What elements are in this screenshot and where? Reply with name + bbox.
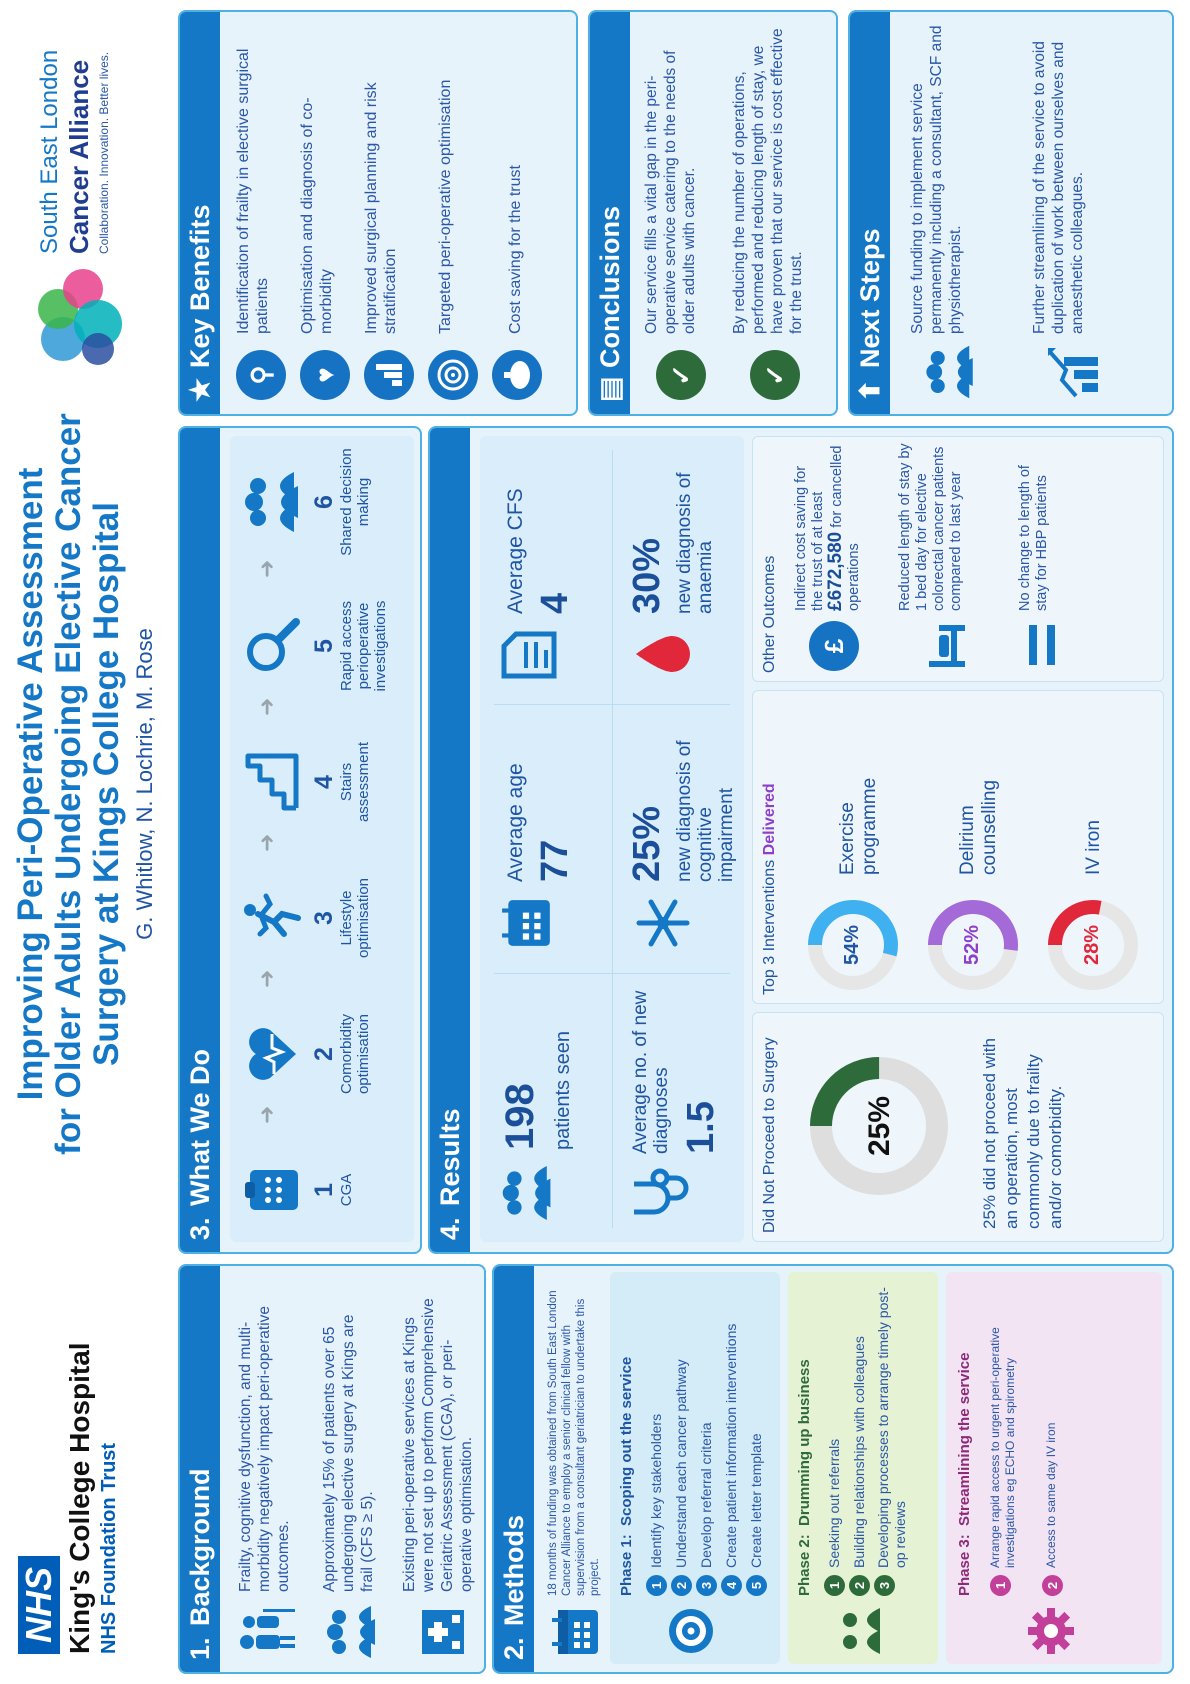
equals-icon — [1023, 623, 1063, 667]
phase-2-num-1: 1 — [824, 1575, 845, 1596]
phase-1-num-4: 4 — [721, 1575, 742, 1596]
benefit-text: Identification of frailty in elective surgical patients — [235, 48, 271, 334]
background-item — [232, 1272, 312, 1662]
arrow-up-icon: ⬆ — [855, 379, 885, 402]
benefit-text: Improved surgical planning and risk stratification — [363, 82, 399, 334]
cost-saving-value: £672,580 — [825, 531, 846, 611]
team-icon — [922, 344, 978, 400]
intervention-item — [919, 699, 1029, 995]
phase-2-num-2: 2 — [849, 1575, 870, 1596]
phase-1-num-5: 5 — [746, 1575, 767, 1596]
phase-1-num-2: 2 — [671, 1575, 692, 1596]
divider — [612, 450, 613, 1228]
arrow-right-icon: ➜ — [254, 559, 279, 578]
results-stats — [480, 436, 744, 1242]
other-outcome-hbp: No change to length of stay for HBP patients — [1017, 465, 1050, 611]
stethoscope-icon — [630, 1166, 690, 1222]
phase-3-item: Access to same day IV iron — [1044, 1422, 1058, 1568]
whatwedo-heading: 3.What We Do — [180, 428, 220, 1252]
background-text-3: Existing peri-operative services at Kings were not set up to perform Comprehensive Geriatric Assessment (CGA), or peri-operative optimisation. — [401, 1298, 475, 1592]
phase-3-item: Arrange rapid access to urgent peri-operative investigations eg ECHO and spirometry — [988, 1327, 1017, 1568]
benefit-text: Optimisation and diagnosis of co-morbidity — [299, 97, 335, 334]
alliance-logo-icon — [28, 259, 138, 379]
intervention-label: Delirium counselling — [957, 779, 1000, 875]
top3-title: Top 3 Interventions Delivered — [761, 783, 778, 995]
stat-value-age: 77 — [534, 839, 576, 882]
heart-icon: ♥ — [300, 350, 350, 400]
other-outcomes-title: Other Outcomes — [761, 555, 778, 673]
phase-1-title: Phase 1: Scoping out the service — [618, 1356, 635, 1596]
clipboard-icon — [242, 1160, 302, 1220]
title-line-3: Surgery at Kings College Hospital — [87, 502, 126, 1066]
team-icon — [836, 1606, 886, 1656]
conclusion-text: By reducing the number of operations, performed and reducing length of stay, we have proven that our service is cost effective for the trust. — [731, 28, 805, 334]
arrow-right-icon: ➜ — [254, 833, 279, 852]
stat-label-diagnoses: Average no. of new diagnoses — [630, 990, 672, 1154]
dnp-value: 25% — [863, 1095, 896, 1157]
conclusions-heading: ▤Conclusions — [590, 12, 630, 414]
phase-2-item: Building relationships with colleagues — [851, 1336, 867, 1568]
phase-1-num-3: 3 — [696, 1575, 717, 1596]
hospital-name: King's College Hospital — [64, 1342, 95, 1654]
methods-panel — [492, 1264, 1174, 1674]
people-icon — [242, 470, 302, 534]
conclusion-text: Our service fills a vital gap in the peri-operative service catering to the needs of older adults with cancer. — [643, 50, 698, 334]
elderly-people-icon — [237, 1602, 297, 1662]
pound-icon: £ — [809, 621, 859, 671]
gear-icon — [1026, 1606, 1076, 1656]
background-text-2: Approximately 15% of patients over 65 undergoing elective surgery at Kings are frail (CFS ≥ 5). — [321, 1314, 376, 1592]
conclusions-panel — [588, 10, 838, 416]
phase-1-item: Develop referral criteria — [698, 1422, 714, 1568]
alliance-name — [36, 4, 111, 254]
nextstep-text: Source funding to implement service permanently including a consultant, SCF and physiotherapist. — [909, 25, 964, 334]
stat-value-anaemia: 30% — [626, 537, 668, 614]
dnp-box — [752, 1012, 1164, 1242]
title-line-2: for Older Adults Undergoing Elective Cancer — [49, 413, 88, 1155]
background-panel — [178, 1264, 486, 1674]
step-4: 4 Stairs assessment — [310, 741, 372, 823]
phase-3-num-2: 2 — [1042, 1575, 1063, 1596]
step-1: 1 CGA — [310, 1173, 355, 1207]
stat-label-anaemia: new diagnosis of anaemia — [674, 472, 716, 614]
step-5: 5 Rapid access perioperative investigations — [310, 600, 389, 692]
people-icon — [500, 1164, 554, 1222]
phase-2-item: Seeking out referrals — [826, 1438, 842, 1568]
top3-title-highlight: Delivered — [761, 783, 778, 856]
arrow-right-icon: ➜ — [254, 697, 279, 716]
target-icon — [666, 1606, 716, 1656]
star-icon: ★ — [185, 377, 215, 402]
whatwedo-steps — [230, 436, 414, 1242]
top3-box — [752, 690, 1164, 1004]
search-icon: ⚲ — [236, 350, 286, 400]
document-icon — [500, 628, 558, 682]
phase-1-box — [610, 1272, 780, 1664]
phase-1-item: Create letter template — [748, 1433, 764, 1568]
intervention-label: IV iron — [1083, 820, 1104, 875]
piggy-bank-icon — [492, 350, 542, 400]
step-3: 3 Lifestyle optimisation — [310, 877, 372, 959]
poster-title — [12, 354, 126, 1214]
other-outcome-los: Reduced length of stay by 1 bed day for elective colorectal cancer patients compared to last year — [897, 443, 964, 611]
stat-label-patients: patients seen — [552, 1031, 574, 1150]
intervention-value: 52% — [961, 924, 983, 966]
intervention-value: 28% — [1081, 924, 1103, 966]
dnp-title: Did Not Proceed to Surgery — [761, 1037, 778, 1233]
phase-3-box — [946, 1272, 1162, 1664]
phase-1-item: Create patient information interventions — [723, 1323, 739, 1568]
phase-2-item: Developing processes to arrange timely post-op reviews — [875, 1287, 908, 1568]
arrow-right-icon: ➜ — [254, 1105, 279, 1124]
background-text-1: Frailty, cognitive dysfunction, and multi-morbidity negatively impact peri-operative outcomes. — [237, 1305, 292, 1592]
results-heading: 4.Results — [430, 428, 470, 1252]
phase-3-num-1: 1 — [990, 1575, 1011, 1596]
calendar-icon — [550, 1606, 602, 1658]
phase-1-item: Identify key stakeholders — [648, 1413, 664, 1568]
background-item — [400, 1272, 482, 1662]
stat-label-cognitive: new diagnosis of cognitive impairment — [674, 740, 737, 882]
group-people-icon — [321, 1602, 381, 1662]
methods-heading: 2.Methods — [494, 1266, 534, 1672]
background-heading: 1.Background — [180, 1266, 220, 1672]
nextsteps-heading: ⬆Next Steps — [850, 12, 890, 414]
snowflake-icon — [636, 896, 690, 950]
title-line-1: Improving Peri-Operative Assessment — [11, 467, 50, 1101]
trust-name: NHS Foundation Trust — [98, 1442, 120, 1654]
step-6: 6 Shared decision making — [310, 448, 372, 556]
nextstep-text: Further streamlining of the service to avoid duplication of work between ourselves and anaesthetic colleagues. — [1031, 41, 1086, 334]
dnp-text: 25% did not proceed with an operation, most commonly due to frailty and/or comorbidity. — [980, 1038, 1065, 1229]
hospital-icon — [408, 1602, 468, 1662]
running-icon — [242, 888, 302, 948]
benefit-text: Targeted peri-operative optimisation — [437, 79, 454, 334]
growth-chart-icon — [1046, 344, 1102, 400]
intervention-label: Exercise programme — [837, 777, 880, 875]
other-outcome-cost: Indirect cost saving for the trust of at least £672,580 for cancelled operations — [793, 445, 862, 611]
calendar-icon — [500, 896, 554, 950]
intervention-item — [799, 699, 909, 995]
nhs-logo: NHS — [18, 1556, 60, 1654]
phase-1-item: Understand each cancer pathway — [673, 1359, 689, 1568]
bed-icon — [925, 621, 969, 671]
magnifier-icon — [242, 616, 302, 676]
benefits-panel — [178, 10, 578, 416]
arrow-right-icon: ➜ — [254, 969, 279, 988]
stairs-icon — [242, 752, 302, 812]
check-icon: ✓ — [750, 350, 800, 400]
phase-2-box — [788, 1272, 938, 1664]
stat-value-diagnoses: 1.5 — [680, 1101, 722, 1154]
blood-drop-icon — [632, 632, 692, 676]
results-panel — [428, 426, 1174, 1254]
stat-value-cfs: 4 — [534, 592, 576, 614]
stat-label-cfs: Average CFS — [504, 488, 527, 614]
bar-chart-icon — [364, 350, 414, 400]
alliance-tagline: Collaboration. Innovation. Better lives. — [97, 51, 111, 254]
phase-2-title: Phase 2: Drumming up business — [796, 1359, 813, 1596]
stat-value-cognitive: 25% — [626, 805, 668, 882]
nextsteps-panel — [848, 10, 1174, 416]
document-icon: ▤ — [595, 376, 625, 402]
intervention-value: 54% — [841, 924, 863, 966]
intervention-item — [1039, 699, 1149, 995]
phase-2-num-3: 3 — [874, 1575, 895, 1596]
other-outcomes-box — [752, 436, 1164, 682]
whatwedo-panel — [178, 426, 422, 1254]
target-icon — [428, 350, 478, 400]
stat-label-age: Average age — [504, 763, 527, 882]
benefit-text: Cost saving for the trust — [507, 165, 524, 334]
alliance-line-2: Cancer Alliance — [64, 59, 94, 254]
phase-3-title: Phase 3: Streamlining the service — [956, 1352, 973, 1596]
methods-intro: 18 months of funding was obtained from South East London Cancer Alliance to employ a senior clinical fellow with supervision from a consultant geriatrician to undertake this project. — [547, 1290, 601, 1596]
background-item — [316, 1272, 396, 1662]
stat-value-patients: 198 — [498, 1083, 542, 1150]
heart-icon — [242, 1024, 302, 1084]
phase-1-num-1: 1 — [646, 1575, 667, 1596]
step-2: 2 Comorbidity optimisation — [310, 1013, 372, 1095]
alliance-line-1: South East London — [36, 49, 63, 254]
benefits-heading: ★Key Benefits — [180, 12, 220, 414]
check-icon: ✓ — [656, 350, 706, 400]
authors: G. Whitlow, N. Lochrie, M. Rose — [132, 628, 157, 940]
